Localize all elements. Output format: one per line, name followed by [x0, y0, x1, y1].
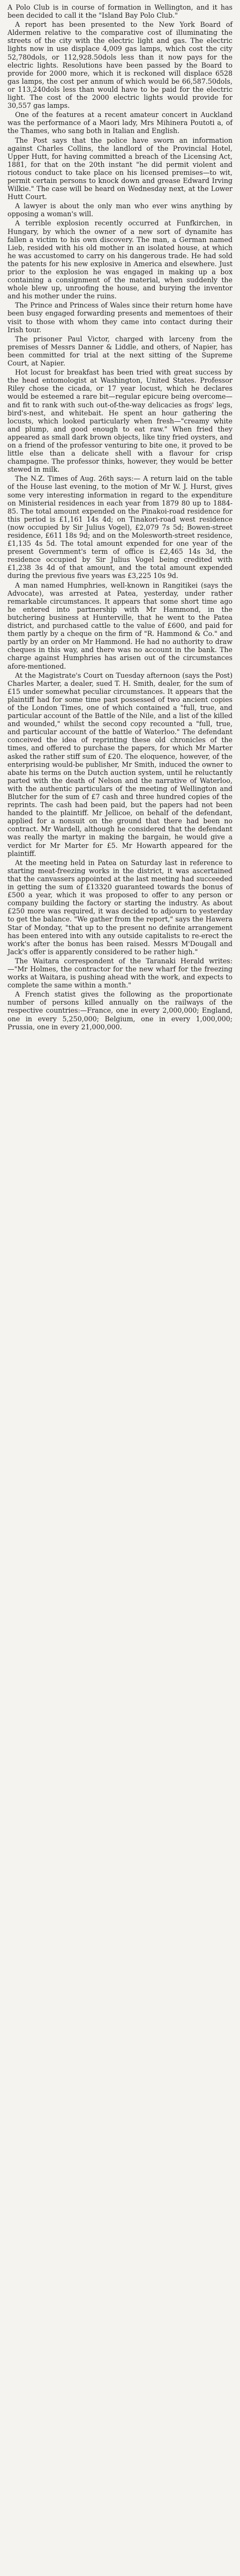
news-paragraph-humphries-arrest: A man named Humphries, well-known in Rangitikei (says the Advocate), was arrested at Patea, yesterday, under rather remarkable circumstances. It appears that some short time ago he entered into partnership with Mr Hammond, in the butchering business at Hunterville, that he went to the Patea district, and purchased cattle to the value of £600, and paid for them partly by a cheque on the firm of "R. Hammond & Co." and partly by an order on Mr Hammond. He had no authority to draw cheques in this way, and there was no account in the bank. The charge against Humphries has arisen out of the circumstances afore-mentioned. — [8, 581, 232, 670]
news-paragraph-maori-singer: One of the features at a recent amateur concert in Auckland was the performance of a Maori lady, Mrs Mihinera Poutoti a, of the Thames, who sang both in Italian and English. — [8, 111, 232, 135]
news-paragraph-railway-statistics: A French statist gives the following as the proportionate number of persons killed annually on the railways of the respective countries:—France, one in every 2,000,000; England, one in every 5,250,000; Belgium, one in every 1,000,000; Prussia, one in every 21,000,000. — [8, 990, 232, 1031]
news-paragraph-larceny-case: The prisoner Paul Victor, charged with larceny from the premises of Messrs Danner & Liddle, and others, of Napier, has been committed for trial at the next sitting of the Supreme Court, at Napier. — [8, 334, 232, 368]
news-paragraph-locust-breakfast: Hot locust for breakfast has been tried with great success by the head entomologist at Washington, United States. Professor Riley chose the cicada, or 17 year locust, which he declares would be esteemed a rare bit—regular epicure being overcome—and fit to rank with such out-of-the-way delicacies as frogs' legs, bird's-nest, and whitebait. He spent an hour gathering the locusts, which looked particularly when fresh—"creamy white and plump, and good enough to eat raw." When fried they appeared as small dark brown objects, like tiny fried oysters, and on a friend of the professor venturing to bite one, it proved to be little else than a delicate shell with a flavour for crisp champagne. The professor thinks, however, they would be better stewed in milk. — [8, 368, 232, 474]
news-paragraph-magistrate-court: At the Magistrate's Court on Tuesday afternoon (says the Post) Charles Marter, a dealer, sued T. H. Smith, dealer, for the sum of £15 under somewhat peculiar circumstances. It appears that the plaintiff had for some time past possessed of two ancient copies of the London Times, one of which contained a "full, true, and particular account of the Battle of the Nile, and a list of the killed and wounded," whilst the second copy recounted a "full, true, and particular account of the battle of Waterloo." The defendant conceived the idea of reprinting these old chronicles of the times, and offered to purchase the papers, for which Mr Marter asked the rather stiff sum of £20. The eloquence, however, of the enterprising would-be publisher, Mr Smith, induced the owner to abate his terms on the Dutch auction system, until he reluctantly parted with the death of Nelson and the narrative of Waterloo, with the authentic particulars of the meeting of Wellington and Blutcher for the sum of £7 cash and three hundred copies of the reprints. The cash had been paid, but the papers had not been handed to the plaintiff. Mr Jellicoe, on behalf of the defendant, applied for a nonsuit on the ground that there had been no contract. Mr Wardell, although he considered that the defendant was really the martyr in making the bargain, he would give a verdict for Mr Marter for £5. Mr Howarth appeared for the plaintiff. — [8, 671, 232, 858]
news-paragraph-electric-light: A report has been presented to the New York Board of Aldermen relative to the comparative cost of illuminating the streets of the city with the electric light and gas. The electric lights now in use displace 4,009 gas lamps, which cost the city 52,780dols, or 112,928.50dols less than it now pays for the electric lights. Resolutions have been passed by the Board to provide for 2000 more, which it is reckoned will displace 6528 gas lamps, the cost per annum of which would be 66,587.50dols, or 113,240dols less than would have to be paid for the electric light. The cost of the 2000 electric lights would provide for 30,557 gas lamps. — [8, 20, 232, 110]
news-paragraph-waitara-wharf: The Waitara correspondent of the Taranaki Herald writes:—"Mr Holmes, the contractor for the new wharf for the freezing works at Waitara, is pushing ahead with the work, and expects to complete the same within a month." — [8, 956, 232, 990]
news-paragraph-royal-presents: The Prince and Princess of Wales since their return home have been busy engaged forwarding presents and mementoes of their visit to those with whom they came into contact during their Irish tour. — [8, 301, 232, 334]
news-paragraph-dynamite-explosion: A terrible explosion recently occurred at Funfkirchen, in Hungary, by which the owner of a new sort of dynamite has fallen a victim to his own discovery. The man, a German named Lieb, resided with his old mother in an isolated house, at which he was accustomed to carry on his dangerous trade. He had sold the patents for his new explosive in America and elsewhere. Just prior to the explosion he was engaged in making up a box containing a consignment of the material, when suddenly the whole blew up, unroofing the house, and burying the inventor and his mother under the ruins. — [8, 219, 232, 301]
news-paragraph-ministerial-residences: The N.Z. Times of Aug. 26th says:— A return laid on the table of the House last evening, to the motion of Mr W. J. Hurst, gives some very interesting information in regard to the expenditure on Ministerial residences in each year from 1879 80 up to 1884-85. The total amount expended on the Pinakoi-road residence for this period is £1,161 14s 4d; on Tinakori-road west residence (now occupied by Sir Julius Vogel), £2,079 7s 5d; Bowen-street residence, £611 18s 9d; and on the Molesworth-street residence, £1,135 4s 5d. The total amount expended for one year of the present Government's term of office is £2,465 14s 3d, the residence occupied by Sir Julius Vogel being credited with £1,238 3s 4d of that amount, and the total amount expended during the previous five years was £3,225 10s 9d. — [8, 474, 232, 580]
news-paragraph-polo-club: A Polo Club is in course of formation in Wellington, and it has been decided to call it the "Island Bay Polo Club." — [8, 3, 232, 20]
news-paragraph-meat-freezing: At the meeting held in Patea on Saturday last in reference to starting meat-freezing works in the district, it was ascertained that the canvassers appointed at the last meeting had succeeded in getting the sum of £13320 guaranteed towards the bonus of £500 a year, which it was proposed to offer to any person or company building the factory or starting the industry. As about £250 more was required, it was decided to adjourn to yesterday to get the balance. "We gather from the report," says the Hawera Star of Monday, "that up to the present no definite arrangement has been entered into with any outside capitalists to re-erect the work's after the bonus has been raised. Messrs M'Dougall and Jack's offer is apparently considered to be rather high." — [8, 858, 232, 956]
news-paragraph-lawyer-quip: A lawyer is about the only man who ever wins anything by opposing a woman's will. — [8, 202, 232, 218]
news-paragraph-hotel-licensing: The Post says that the police have sworn an information against Charles Collins, the landlord of the Provincial Hotel, Upper Hutt, for having committed a breach of the Licensing Act, 1881, for that on the 20th instant "he did permit violent and riotous conduct to take place on his licensed premises—to wit, permit certain persons to knock down and grease Edward Irving Wilkie." The case will be heard on Wednesday next, at the Lower Hutt Court. — [8, 136, 232, 201]
